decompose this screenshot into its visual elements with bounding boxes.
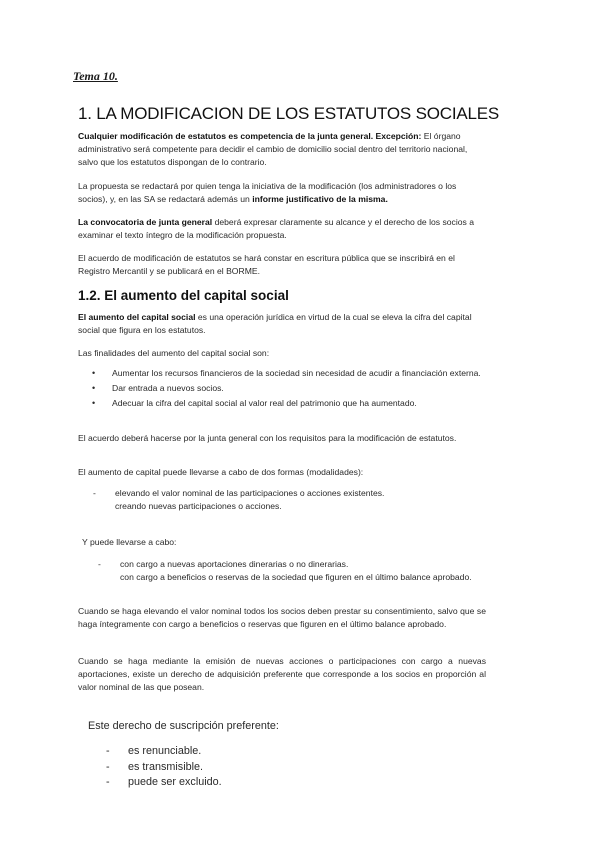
nominal-paragraph: Cuando se haga elevando el valor nominal todos los socios deben prestar su consentimiento, salvo que se haga íntegramente con cargo a beneficios o reservas que figuren en el último balance aprobado.	[78, 606, 486, 629]
intro-paragraph-1	[78, 130, 486, 168]
finalidades-intro: Las finalidades del aumento del capital social son:	[78, 348, 270, 358]
list-item: - elevando el valor nominal de las participaciones o acciones existentes.	[93, 488, 385, 498]
intro-bold-2: Excepción:	[375, 131, 422, 141]
intro-text-1: El órgano administrativo será competente para decidir el cambio de domicilio social dentro del territorio nacional, salvo que los estatutos dispongan de lo contrario.	[78, 131, 468, 167]
definition-bold: El aumento del capital social	[78, 312, 196, 322]
list-item: - es transmisible.	[106, 760, 486, 776]
intro-bold-3: informe justificativo de la misma.	[252, 193, 388, 204]
intro-paragraph-3	[78, 216, 486, 242]
list-item: con cargo a beneficios o reservas de la sociedad que figuren en el último balance aprobado.	[120, 571, 472, 582]
intro-text-2: La propuesta se redactará por quien tenga la iniciativa de la modificación (los administradores o los socios), y, en las SA se redactará además un	[78, 181, 457, 204]
bullet-icon: •	[92, 368, 96, 378]
section-heading: 1.2. El aumento del capital social	[78, 288, 289, 303]
derecho-list	[106, 744, 486, 791]
intro-bold-1: Cualquier modificación de estatutos es competencia de la junta general.	[78, 131, 374, 141]
bullet-icon: •	[92, 382, 96, 393]
dash-icon: -	[98, 559, 101, 569]
intro-text-3: deberá expresar claramente su alcance y el derecho de los socios a examinar el texto íntegro de la modificación propuesta.	[78, 217, 474, 240]
formas-intro: El aumento de capital puede llevarse a cabo de dos formas (modalidades):	[78, 467, 364, 477]
definition-text: es una operación jurídica en virtud de la cual se eleva la cifra del capital social que figura en los estatutos.	[78, 312, 472, 335]
dash-icon: -	[93, 488, 96, 498]
cabo-list	[98, 558, 486, 584]
list-item: • Adecuar la cifra del capital social al valor real del patrimonio que ha aumentado.	[92, 397, 417, 408]
dash-icon: -	[106, 776, 110, 788]
acuerdo-paragraph: El acuerdo deberá hacerse por la junta general con los requisitos para la modificación de estatutos.	[78, 433, 457, 443]
intro-paragraph-4: El acuerdo de modificación de estatutos se hará constar en escritura pública que se inscribirá en el Registro Mercantil y se publicará en el BORME.	[78, 253, 455, 276]
list-item: - puede ser excluido.	[106, 775, 486, 791]
finalidades-list	[92, 367, 486, 411]
list-item: - es renunciable.	[106, 744, 486, 760]
intro-bold-4: La convocatoria de junta general	[78, 217, 213, 227]
emision-paragraph: Cuando se haga mediante la emisión de nuevas acciones o participaciones con cargo a nuevas aportaciones, existe un derecho de adquisición preferente que corresponde a los socios en proporción al valor nominal de las que posean.	[78, 656, 486, 692]
list-item: • Dar entrada a nuevos socios.	[92, 382, 224, 393]
cabo-intro: Y puede llevarse a cabo:	[82, 537, 177, 547]
tema-label: Tema 10.	[73, 69, 118, 83]
dash-icon: -	[106, 745, 110, 757]
definition-paragraph	[78, 311, 486, 337]
dash-icon: -	[106, 760, 110, 773]
list-item: creando nuevas participaciones o acciones.	[115, 500, 282, 511]
page-title: 1. LA MODIFICACION DE LOS ESTATUTOS SOCIALES	[78, 104, 500, 123]
formas-list	[93, 487, 486, 513]
derecho-intro: Este derecho de suscripción preferente:	[88, 720, 279, 732]
intro-paragraph-2	[78, 180, 486, 206]
list-item: • Aumentar los recursos financieros de la sociedad sin necesidad de acudir a financiación externa.	[92, 368, 481, 378]
list-item: - con cargo a nuevas aportaciones dinerarias o no dinerarias.	[98, 559, 349, 569]
bullet-icon: •	[92, 397, 96, 408]
